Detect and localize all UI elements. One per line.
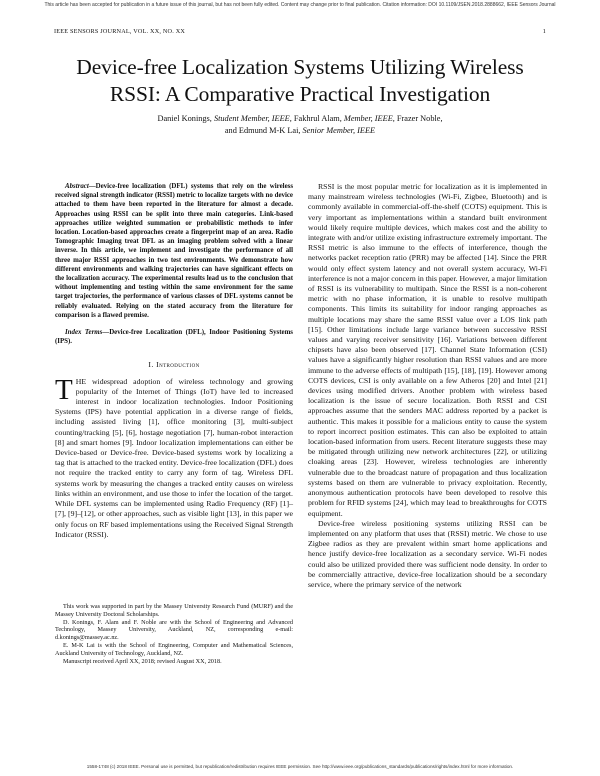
journal-name: IEEE SENSORS JOURNAL, VOL. XX, NO. XX bbox=[54, 28, 186, 35]
paper-title bbox=[40, 54, 560, 108]
page-number: 1 bbox=[542, 28, 546, 35]
author-membership: Member, IEEE bbox=[343, 114, 393, 123]
body-paragraph: Device-free wireless positioning systems utilizing RSSI can be implemented on any platform that uses that (RSSI) metric. We chose to use Zigbee radios as they are prevalent within smart home applications and hence justify device-free localization as a secondary service. Wi-Fi nodes could also be utilized provided there was sufficient node density. In order to be commercially attractive, device-free localization should be a secondary service, where the primary service of the network bbox=[308, 518, 547, 589]
author-list bbox=[70, 113, 530, 137]
acceptance-notice: This article has been accepted for publication in a future issue of this journal, but has not been fully edited. Content may change prior to final publication. Citation information: DOI 10.1109/JSEN.2018.2888662, IEEE Sensors Journal bbox=[44, 2, 556, 8]
footnotes bbox=[55, 603, 293, 665]
author-name: Daniel Konings, bbox=[157, 114, 214, 123]
footnote-affiliation-2: E. M-K Lai is with the School of Engineering, Computer and Mathematical Sciences, Auckland University of Technology, Auckland, NZ. bbox=[55, 641, 293, 657]
author-name: , Frazer Noble, bbox=[392, 114, 443, 123]
intro-first-words: HE bbox=[75, 376, 87, 386]
index-terms-text: —Device-free Localization (DFL), Indoor Positioning Systems (IPS). bbox=[55, 329, 293, 346]
body-paragraph: RSSI is the most popular metric for localization as it is implemented in many mainstream wireless technologies (Wi-Fi, Zigbee, Bluetooth) and is commonly available in commercial-off-the-shelf (COTS) equipment. This is very important as implementations within a standard built environment would likely require multiple devices, which makes cost and the ability to integrate with and/or utilize existing infrastructure extremely important. The RSSI metric is also immune to the effects of interference, though the networks packet reception ratio (PRR) may be affected [14]. Since the PRR would only effect system latency and not overall system accuracy, Wi-Fi interference is not a major concern in this paper. However, a major limitation of RSSI is its vulnerability to multipath. Since the RSSI is a non-coherent metric with no phase information, it is unable to resolve multipath components. This limits its suitability for indoor ranging approaches as multiple locations may share the same RSSI value over a LOS link path [15]. Other limitations include large variance between successive RSSI values and varying receiver sensitivity [16]. Variations between different chipsets have also been observed [17]. Channel State Information (CSI) values have a significantly higher resolution than RSSI values and are more immune to the adverse effects of multipath [15], [18], [19]. However among COTS devices, CSI is only available on a few Atheros [20] and Intel [21] devices using modified drivers. Another problem with wireless based localization is the issue of secure localization. Both RSSI and CSI approaches assume that the senders MAC address reported by a packet is authentic. This makes it possible for a malicious entity to cause the system to report incorrect position estimates. This can also be exploited to attain location-based information from users. Recent literature suggests these may be mitigated through utilizing new network architectures [22], or utilizing cloaking areas [23]. However, wireless technologies are inherently vulnerable due to the broadcast nature of propagation and thus localization systems based on them are vulnerable to privacy exploitation. Recently, anonymous authentication protocols have been developed to resolve this problem for RFID systems [24], which may lead to breakthroughs for COTS equipment. bbox=[308, 182, 547, 518]
copyright-note: 1558-1748 (c) 2018 IEEE. Personal use is permitted, but republication/redistribution requires IEEE permission. See http://www.ieee.org/publications_standards/publications/rights/index.html for more information. bbox=[86, 764, 514, 769]
index-terms bbox=[55, 328, 293, 346]
abstract-label: Abstract bbox=[65, 183, 89, 190]
author-name: , Fakhrul Alam, bbox=[289, 114, 344, 123]
intro-paragraph bbox=[55, 373, 293, 540]
section-heading: I. Introduction bbox=[148, 360, 200, 370]
author-membership: Senior Member, IEEE bbox=[302, 125, 376, 135]
abstract bbox=[55, 182, 293, 320]
author-name: and Edmund M-K Lai, bbox=[224, 125, 303, 135]
author-line-1 bbox=[70, 113, 530, 125]
index-terms-label: Index Terms bbox=[65, 329, 103, 337]
title-line-1: Device-free Localization Systems Utilizing Wireless bbox=[76, 55, 524, 79]
abstract-text: —Device-free localization (DFL) systems that rely on the wireless received signal strength indicator (RSSI) metric to localize targets with no device attached to them have been reported in the literature for almost a decade. Approaches using RSSI can be split into three main categories. Link-based approaches utilize weighted summation or probabilistic methods to infer location. Location-based approaches create a fingerprint map of an area. Radio Tomographic Imaging treat DFL as an imaging problem solved with a linear inverse. In this article, we implement and investigate the performance of all three major RSSI approaches in two test environments. We demonstrate how different environments and walking trajectories can have significant effects on the localization accuracy. The experimental results lead us to the conclusion that without implementing and testing within the same environment for the same target trajectories, the performance of various classes of DFL systems cannot be reliably evaluated. Relying on the stated accuracy from the literature for comparison is a flawed premise. bbox=[55, 183, 293, 319]
right-column bbox=[308, 182, 547, 590]
intro-text: widespread adoption of wireless technology and growing popularity of the Internet of Things (IoT) have led to increased interest in indoor localization technologies. Indoor Positioning Systems (IPS) have potential application in a diverse range of fields, including assisted living [1], office monitoring [3], multi-subject counting/tracking [5], [6], hostage negotiation [7], human-robot interaction [8] and smart homes [9]. Indoor localization implementations can either be Device-based or Device-free. Device-based systems work by localizing a tag that is attached to the tracked entity. Device-free localization (DFL) does not require the tracked entity to carry any form of tag. Wireless DFL systems work by measuring the changes a tracked entity causes on wireless links within an environment, and use those to infer the location of the target. While DFL systems can be implemented using Radio Frequency (RF) [1]–[7], [9]–[12], or other approaches, such as visible light [13], in this paper we only focus on RF based implementations using the Received Signal Strength Indicator (RSSI). bbox=[55, 376, 293, 539]
footnote-affiliation-1: D. Konings, F. Alam and F. Noble are with the School of Engineering and Advanced Technology, Massey University, Auckland, NZ, corresponding e-mail: d.konings@massey.ac.nz. bbox=[55, 618, 293, 642]
footnote-funding: This work was supported in part by the Massey University Research Fund (MURF) and the Massey University Doctoral Scholarships. bbox=[55, 603, 293, 618]
author-membership: Student Member, IEEE bbox=[213, 114, 290, 123]
drop-cap: T bbox=[55, 373, 73, 406]
left-column bbox=[55, 182, 293, 540]
title-line-2: RSSI: A Comparative Practical Investigation bbox=[109, 82, 491, 106]
footnote-manuscript: Manuscript received April XX, 2018; revised August XX, 2018. bbox=[63, 657, 222, 665]
author-line-2 bbox=[70, 125, 530, 137]
